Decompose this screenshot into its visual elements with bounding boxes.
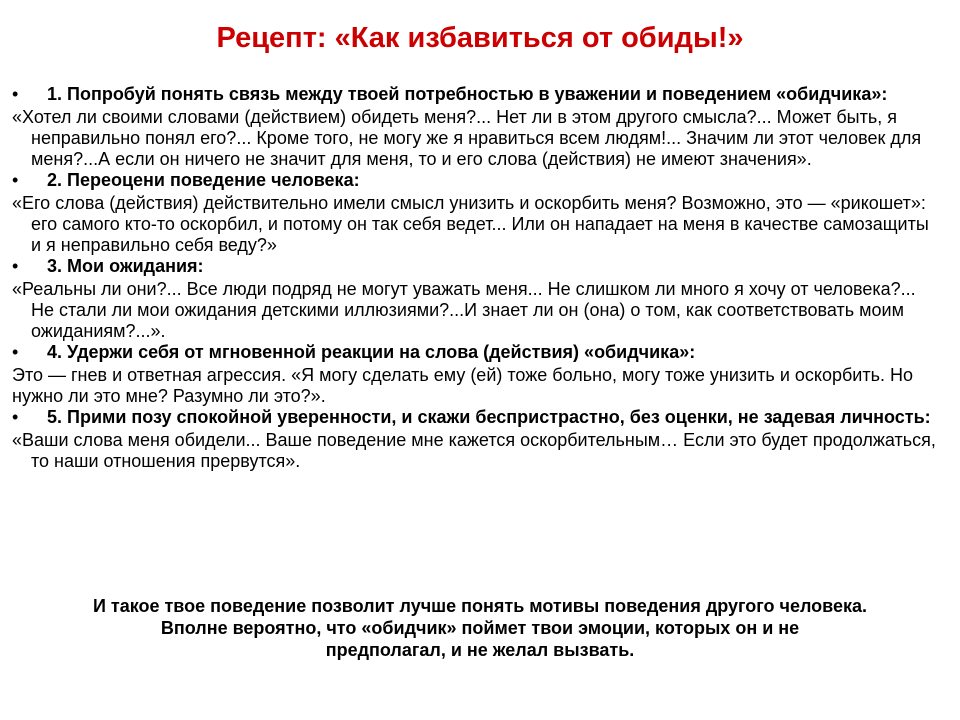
bullet-icon: • xyxy=(12,256,19,276)
bullet-icon: • xyxy=(12,342,19,362)
conclusion-line: И такое твое поведение позволит лучше понять мотивы поведения другого человека. xyxy=(92,596,868,616)
step-text: «Реальны ли они?... Все люди подряд не могут уважать меня... Не слишком ли много я хочу от человека?... Не стали ли мои ожидания детскими иллюзиями?...И знает ли он (она) о том, как соответствовать моим ожиданиям?...». xyxy=(12,279,916,341)
step-heading-text: 1. Попробуй понять связь между твоей потребностью в уважении и поведением «обидчика»: xyxy=(47,84,888,104)
slide-title: Рецепт: «Как избавиться от обиды!» xyxy=(216,22,744,54)
step-heading-text: 5. Прими позу спокойной уверенности, и скажи беспристрастно, без оценки, не задевая личность: xyxy=(47,407,931,427)
step-text: «Ваши слова меня обидели... Ваше поведение мне кажется оскорбительным… Если это будет продолжаться, то наши отношения прервутся». xyxy=(12,430,936,471)
step-text: Это — гнев и ответная агрессия. «Я могу сделать ему (ей) тоже больно, могу тоже унизить и оскорбить. Но нужно ли это мне? Разумно ли это?». xyxy=(12,365,913,406)
step-heading xyxy=(12,170,942,191)
conclusion xyxy=(0,595,960,661)
step-heading-text: 4. Удержи себя от мгновенной реакции на слова (действия) «обидчика»: xyxy=(47,342,696,362)
step-heading-text: 3. Мои ожидания: xyxy=(47,256,204,276)
step-heading xyxy=(12,407,942,428)
step-heading-text: 2. Переоцени поведение человека: xyxy=(47,170,360,190)
step-text: «Его слова (действия) действительно имели смысл унизить и оскорбить меня? Возможно, это — «рикошет»: его самого кто-то оскорбил, и потому он так себя ведет... Или он нападает на меня в качестве самозащиты и я неправильно себя веду?» xyxy=(12,193,929,255)
step-heading xyxy=(12,342,942,363)
bullet-icon: • xyxy=(12,170,19,190)
bullet-icon: • xyxy=(12,407,19,427)
bullet-icon: • xyxy=(12,84,19,104)
conclusion-line: Вполне вероятно, что «обидчик» поймет твои эмоции, которых он и не xyxy=(160,618,800,638)
step-heading xyxy=(12,256,942,277)
step-heading xyxy=(12,84,942,105)
step-text: «Хотел ли своими словами (действием) обидеть меня?... Нет ли в этом другого смысла?... Может быть, я неправильно понял его?... Кроме того, не могу же я нравиться всем людям!... Значим ли этот человек для меня?...А если он ничего не значит для меня, то и его слова (действия) не имеют значения». xyxy=(12,107,922,169)
steps-list xyxy=(12,84,942,472)
conclusion-line: предполагал, и не желал вызвать. xyxy=(325,640,635,660)
